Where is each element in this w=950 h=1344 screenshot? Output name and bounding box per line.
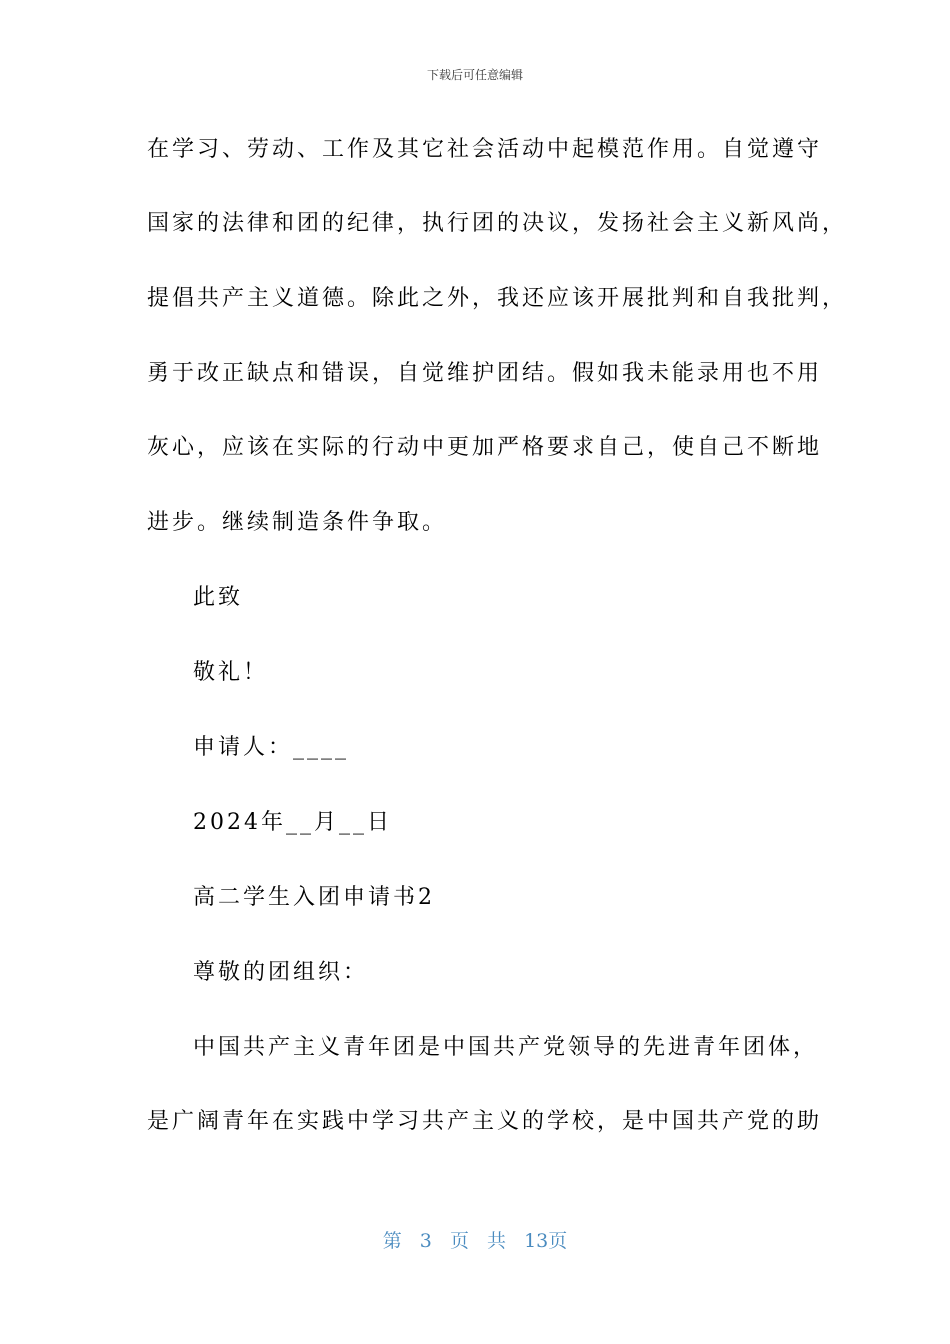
paragraph-line-3: 提倡共产主义道德。除此之外，我还应该开展批判和自我批判， — [147, 286, 848, 311]
paragraph-line-5: 灰心，应该在实际的行动中更加严格要求自己，使自己不断地 — [147, 435, 823, 460]
section-title: 高二学生入团申请书2 — [193, 885, 435, 910]
paragraph-line-1: 在学习、劳动、工作及其它社会活动中起模范作用。自觉遵守 — [147, 137, 823, 162]
closing-greeting: 此致 — [193, 585, 244, 610]
footer-label-total: 共 — [487, 1230, 507, 1252]
footer-label-mid: 页 — [449, 1230, 469, 1252]
page-footer — [0, 1226, 950, 1253]
paragraph-line-4: 勇于改正缺点和错误，自觉维护团结。假如我未能录用也不用 — [147, 361, 823, 386]
date-line: 2024年__月__日 — [193, 810, 392, 835]
paragraph-line-6: 进步。继续制造条件争取。 — [147, 510, 448, 535]
footer-page-current: 3 — [419, 1230, 432, 1252]
closing-salute: 敬礼！ — [193, 660, 269, 685]
page-header: 下载后可任意编辑 — [426, 68, 523, 82]
salutation: 尊敬的团组织： — [193, 960, 369, 985]
footer-page-total: 13页 — [524, 1230, 568, 1252]
applicant-line: 申请人：____ — [193, 735, 350, 760]
footer-label-first: 第 — [382, 1230, 402, 1252]
paragraph-line-2: 国家的法律和团的纪律，执行团的决议，发扬社会主义新风尚， — [147, 211, 848, 236]
second-paragraph-line-2: 是广阔青年在实践中学习共产主义的学校，是中国共产党的助 — [147, 1109, 823, 1134]
second-paragraph-line-1: 中国共产主义青年团是中国共产党领导的先进青年团体， — [193, 1035, 819, 1060]
